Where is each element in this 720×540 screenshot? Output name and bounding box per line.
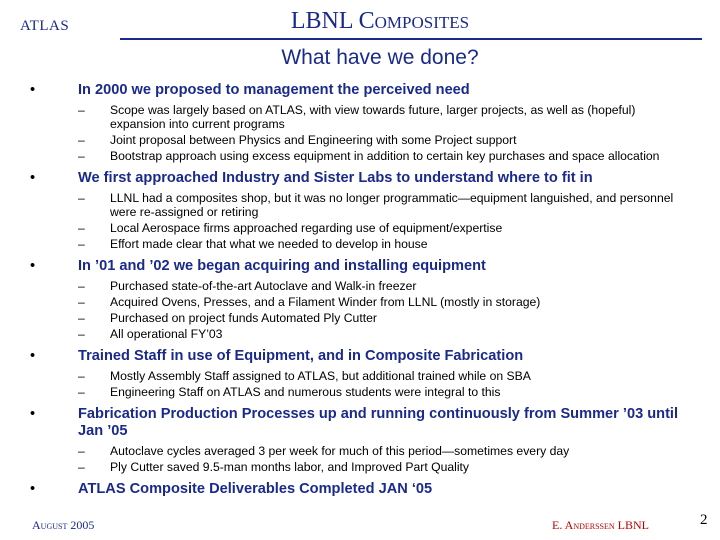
sub-bullet-item	[78, 133, 680, 147]
dash-icon: –	[78, 369, 85, 383]
sub-bullet-list	[78, 444, 680, 474]
sub-bullet-item	[78, 149, 680, 163]
sub-bullet-item	[78, 103, 680, 131]
sub-bullet-list	[78, 103, 680, 163]
bullet-item	[30, 82, 680, 99]
sub-bullet-text: LLNL had a composites shop, but it was no longer programmatic—equipment languished, and personnel were re-assigned or retiring	[110, 191, 674, 219]
sub-bullet-item	[78, 295, 680, 309]
bullet-dot-icon: •	[30, 348, 36, 364]
page-subtitle: What have we done?	[281, 46, 479, 69]
sub-bullet-item	[78, 385, 680, 399]
bullet-item	[30, 170, 680, 187]
dash-icon: –	[78, 279, 85, 293]
footer-author: E. Anderssen LBNL	[552, 518, 650, 532]
bullet-item	[30, 348, 680, 365]
dash-icon: –	[78, 149, 85, 163]
sub-bullet-list	[78, 191, 680, 251]
dash-icon: –	[78, 460, 85, 474]
sub-bullet-item	[78, 221, 680, 235]
sub-bullet-text: Purchased state-of-the-art Autoclave and Walk-in freezer	[110, 279, 417, 293]
bullet-item	[30, 258, 680, 275]
sub-bullet-text: Ply Cutter saved 9.5-man months labor, and Improved Part Quality	[110, 460, 470, 474]
sub-bullet-item	[78, 460, 680, 474]
dash-icon: –	[78, 295, 85, 309]
page-number: 2	[700, 512, 708, 528]
sub-bullet-item	[78, 327, 680, 341]
sub-bullet-text: All operational FY’03	[110, 327, 223, 341]
dash-icon: –	[78, 237, 85, 251]
bullet-item	[30, 481, 680, 498]
sub-bullet-text: Purchased on project funds Automated Ply Cutter	[110, 311, 377, 325]
sub-bullet-text: Joint proposal between Physics and Engineering with some Project support	[110, 133, 517, 147]
dash-icon: –	[78, 191, 85, 205]
bullet-text: We first approached Industry and Sister Labs to understand where to fit in	[78, 170, 593, 186]
bullet-dot-icon: •	[30, 258, 36, 274]
dash-icon: –	[78, 221, 85, 235]
sub-bullet-item	[78, 369, 680, 383]
page-title: LBNL Composites	[290, 8, 470, 34]
dash-icon: –	[78, 444, 85, 458]
sub-bullet-text: Scope was largely based on ATLAS, with view towards future, larger projects, as well as (hopeful) expansion into current programs	[110, 103, 636, 131]
title-divider	[120, 38, 702, 40]
dash-icon: –	[78, 311, 85, 325]
sub-bullet-text: Acquired Ovens, Presses, and a Filament Winder from LLNL (mostly in storage)	[110, 295, 541, 309]
sub-bullet-list	[78, 369, 680, 399]
sub-bullet-text: Engineering Staff on ATLAS and numerous students were integral to this	[110, 385, 501, 399]
bullet-item	[30, 406, 680, 440]
dash-icon: –	[78, 103, 85, 117]
sub-bullet-text: Mostly Assembly Staff assigned to ATLAS, but additional trained while on SBA	[110, 369, 531, 383]
atlas-label: ATLAS	[20, 18, 70, 34]
sub-bullet-text: Autoclave cycles averaged 3 per week for much of this period—sometimes every day	[110, 444, 570, 458]
sub-bullet-item	[78, 191, 680, 219]
bullet-dot-icon: •	[30, 406, 36, 422]
sub-bullet-list	[78, 279, 680, 341]
footer-date: August 2005	[32, 518, 95, 532]
bullet-dot-icon: •	[30, 170, 36, 186]
bullet-dot-icon: •	[30, 82, 36, 98]
bullet-text: In 2000 we proposed to management the perceived need	[78, 82, 470, 98]
sub-bullet-text: Bootstrap approach using excess equipment in addition to certain key purchases and space allocation	[110, 149, 660, 163]
sub-bullet-text: Local Aerospace firms approached regarding use of equipment/expertise	[110, 221, 503, 235]
bullet-list	[30, 82, 680, 502]
dash-icon: –	[78, 327, 85, 341]
sub-bullet-item	[78, 311, 680, 325]
bullet-text: Fabrication Production Processes up and running continuously from Summer ’03 until Jan ’05	[78, 406, 679, 439]
bullet-text: Trained Staff in use of Equipment, and in Composite Fabrication	[78, 348, 524, 364]
dash-icon: –	[78, 133, 85, 147]
sub-bullet-text: Effort made clear that what we needed to develop in house	[110, 237, 428, 251]
bullet-dot-icon: •	[30, 481, 36, 497]
sub-bullet-item	[78, 237, 680, 251]
sub-bullet-item	[78, 279, 680, 293]
sub-bullet-item	[78, 444, 680, 458]
dash-icon: –	[78, 385, 85, 399]
bullet-text: ATLAS Composite Deliverables Completed JAN ‘05	[78, 481, 433, 497]
bullet-text: In ’01 and ’02 we began acquiring and installing equipment	[78, 258, 486, 274]
